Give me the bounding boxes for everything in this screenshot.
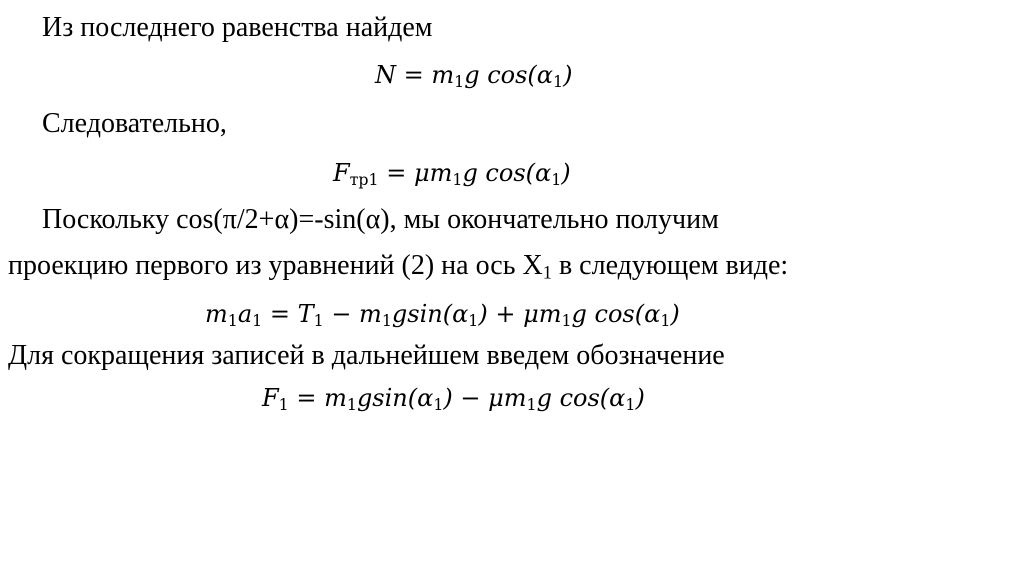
equation-motion: $m_1a_1 = T_1 - m_1gsin(\alpha_1) + \mu m_1g$ $\cos(\alpha_1)$ [205, 300, 680, 330]
equation-normal-force: $N = m_1g$ $\cos(\alpha_1)$ [375, 61, 573, 91]
paragraph-5: Для сокращения записей в дальнейшем введем обозначение [8, 340, 725, 371]
paragraph-3: Поскольку cos(π/2+α)=-sin(α), мы окончательно получим [42, 204, 719, 235]
paragraph-4: проекцию первого из уравнений (2) на ось $X_1$ в следующем виде: [8, 250, 789, 283]
paragraph-1: Из последнего равенства найдем [42, 12, 433, 43]
paragraph-2: Следовательно, [42, 108, 227, 139]
equation-friction-force: $F_{тр1} = \mu m_1g$ $\cos(\alpha_1)$ [333, 159, 571, 189]
equation-definition: $F_1 = m_1gsin(\alpha_1) - \mu m_1g$ $\cos(\alpha_1)$ [262, 384, 645, 414]
